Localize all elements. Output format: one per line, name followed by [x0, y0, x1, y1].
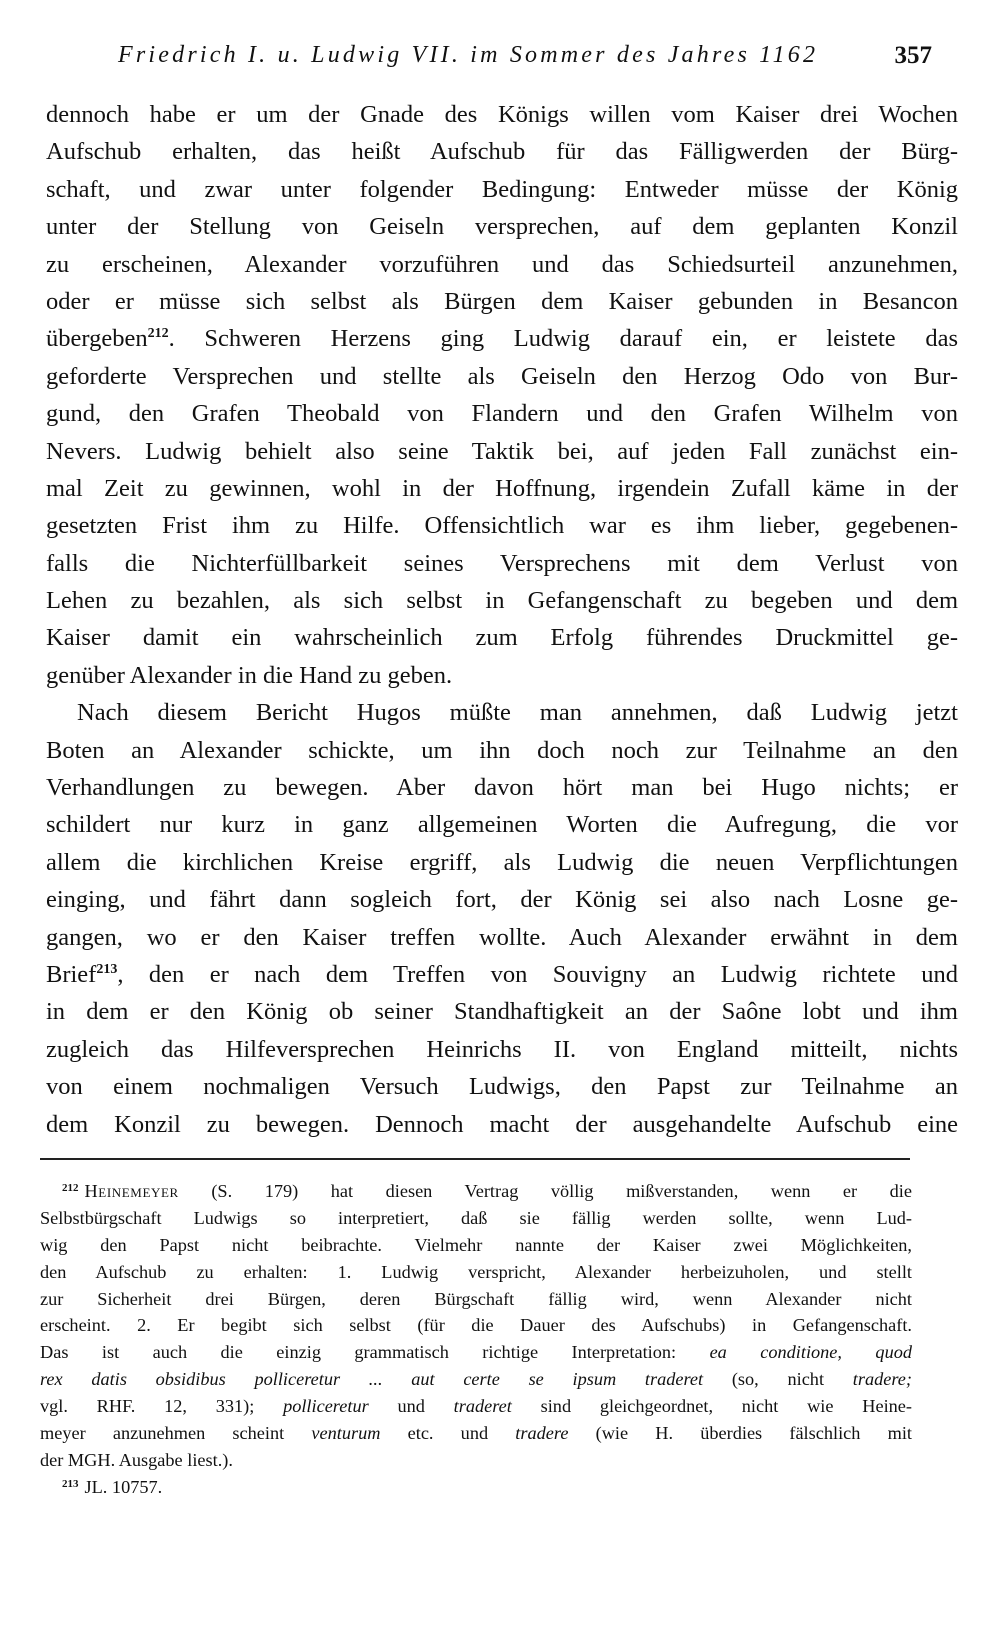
text-line — [46, 956, 958, 993]
text-line: in dem er den König ob seiner Standhaftigkeit an der Saône lobt und ihm — [46, 998, 958, 1026]
footnote-213 — [40, 1474, 912, 1501]
latin-quote: rex datis obsidibus polliceretur ... aut certe se ipsum traderet — [40, 1369, 704, 1390]
text-run: (wie H. überdies fälschlich mit — [568, 1423, 912, 1444]
text-line: schildert nur kurz in ganz allgemeinen Worten die Aufregung, die vor — [46, 811, 958, 839]
text-run: . Schweren Herzens ging Ludwig darauf ein, er leistete das — [168, 325, 958, 353]
text-line: Nach diesem Bericht Hugos müßte man annehmen, daß Ludwig jetzt — [77, 699, 958, 727]
text-run: JL. 10757. — [84, 1476, 163, 1497]
footnote-line: wig den Papst nicht beibrachte. Vielmehr nannte der Kaiser zwei Möglichkeiten, — [40, 1234, 912, 1255]
footnote-line — [40, 1178, 912, 1205]
text-line: geforderte Versprechen und stellte als Geiseln den Herzog Odo von Bur- — [46, 362, 958, 390]
footnote-line: den Aufschub zu erhalten: 1. Ludwig verspricht, Alexander herbeizuholen, und stellt — [40, 1261, 912, 1282]
footnote-line — [40, 1366, 912, 1393]
text-line: gesetzten Frist ihm zu Hilfe. Offensichtlich war es ihm lieber, gegebenen- — [46, 512, 958, 540]
footnote-212 — [40, 1178, 912, 1474]
main-text — [46, 96, 958, 1143]
latin-quote: tradere — [515, 1423, 569, 1444]
text-run: übergeben — [46, 325, 148, 353]
text-run: meyer anzunehmen scheint — [40, 1423, 312, 1444]
footnote-number: 213 — [62, 1477, 79, 1490]
text-line: Lehen zu bezahlen, als sich selbst in Gefangenschaft zu begeben und dem — [46, 587, 958, 615]
text-line: gund, den Grafen Theobald von Flandern und den Grafen Wilhelm von — [46, 400, 958, 428]
text-line: Kaiser damit ein wahrscheinlich zum Erfolg führendes Druckmittel ge- — [46, 624, 958, 652]
text-line: mal Zeit zu gewinnen, wohl in der Hoffnung, irgendein Zufall käme in der — [46, 474, 958, 502]
footnote-line — [40, 1339, 912, 1366]
text-line: einging, und fährt dann sogleich fort, der König sei also nach Losne ge- — [46, 886, 958, 914]
text-run: Das ist auch die einzig grammatisch richtige Interpretation: — [40, 1342, 710, 1363]
footnote-line — [40, 1474, 912, 1501]
text-line: Nevers. Ludwig behielt also seine Taktik bei, auf jeden Fall zunächst ein- — [46, 437, 958, 465]
text-run: etc. und — [380, 1423, 516, 1444]
latin-quote: venturum — [311, 1423, 381, 1444]
latin-quote: ea conditione, quod — [709, 1342, 912, 1363]
text-run: , den er nach dem Treffen von Souvigny an Ludwig richtete und — [117, 960, 958, 988]
text-line: allem die kirchlichen Kreise ergriff, als Ludwig die neuen Verpflichtungen — [46, 848, 958, 876]
footnote-divider — [40, 1158, 910, 1160]
text-line: falls die Nichterfüllbarkeit seines Versprechens mit dem Verlust von — [46, 549, 958, 577]
footnote-line: der MGH. Ausgabe liest.). — [40, 1449, 233, 1470]
text-line: Verhandlungen zu bewegen. Aber davon hört man bei Hugo nichts; er — [46, 774, 958, 802]
text-run: und — [368, 1396, 454, 1417]
footnote-line — [40, 1420, 912, 1447]
text-line: gangen, wo er den Kaiser treffen wollte. Auch Alexander erwähnt in dem — [46, 923, 958, 951]
footnote-line: erscheint. 2. Er begibt sich selbst (für die Dauer des Aufschubs) in Gefangenschaft. — [40, 1315, 912, 1336]
paragraph-2 — [46, 694, 958, 1143]
text-run: (S. 179) hat diesen Vertrag völlig mißverstanden, wenn er die — [178, 1181, 912, 1201]
footnotes — [40, 1178, 912, 1501]
latin-quote: tradere; — [852, 1369, 912, 1390]
text-line: dem Konzil zu bewegen. Dennoch macht der ausgehandelte Aufschub eine — [46, 1110, 958, 1138]
latin-quote: polliceretur — [283, 1396, 369, 1417]
paragraph-1 — [46, 96, 958, 694]
text-line: oder er müsse sich selbst als Bürgen dem Kaiser gebunden in Besancon — [46, 287, 958, 315]
running-title: Friedrich I. u. Ludwig VII. im Sommer des Jahres 1162 — [118, 42, 819, 68]
page-number: 357 — [894, 42, 932, 69]
text-run: (so, nicht — [703, 1369, 853, 1390]
text-line: von einem nochmaligen Versuch Ludwigs, den Papst zur Teilnahme an — [46, 1073, 958, 1101]
text-line: unter der Stellung von Geiseln versprechen, auf dem geplanten Konzil — [46, 213, 958, 241]
footnote-line: Selbstbürgschaft Ludwigs so interpretiert, daß sie fällig werden sollte, wenn Lud- — [40, 1207, 912, 1228]
text-line: Aufschub erhalten, das heißt Aufschub für das Fälligwerden der Bürg- — [46, 138, 958, 166]
text-run: Brief — [46, 960, 97, 988]
latin-quote: traderet — [453, 1396, 512, 1417]
footnote-ref-213[interactable]: 213 — [96, 961, 118, 977]
footnote-number: 212 — [62, 1182, 79, 1194]
footnote-line: zur Sicherheit drei Bürgen, deren Bürgschaft fällig wird, wenn Alexander nicht — [40, 1288, 912, 1309]
cited-author: Heinemeyer — [84, 1181, 179, 1201]
text-line: zugleich das Hilfeversprechen Heinrichs II. von England mitteilt, nichts — [46, 1035, 958, 1063]
text-line — [46, 320, 958, 357]
footnote-line — [40, 1393, 912, 1420]
text-line: schaft, und zwar unter folgender Bedingung: Entweder müsse der König — [46, 175, 958, 203]
text-line: genüber Alexander in die Hand zu geben. — [46, 661, 453, 689]
text-line: zu erscheinen, Alexander vorzuführen und das Schiedsurteil anzunehmen, — [46, 250, 958, 278]
text-run: sind gleichgeordnet, nicht wie Heine- — [511, 1396, 912, 1417]
text-line: Boten an Alexander schickte, um ihn doch noch zur Teilnahme an den — [46, 736, 958, 764]
text-run: vgl. RHF. 12, 331); — [40, 1396, 284, 1417]
running-head — [118, 42, 932, 78]
text-line: dennoch habe er um der Gnade des Königs willen vom Kaiser drei Wochen — [46, 101, 958, 128]
footnote-ref-212[interactable]: 212 — [147, 326, 169, 342]
